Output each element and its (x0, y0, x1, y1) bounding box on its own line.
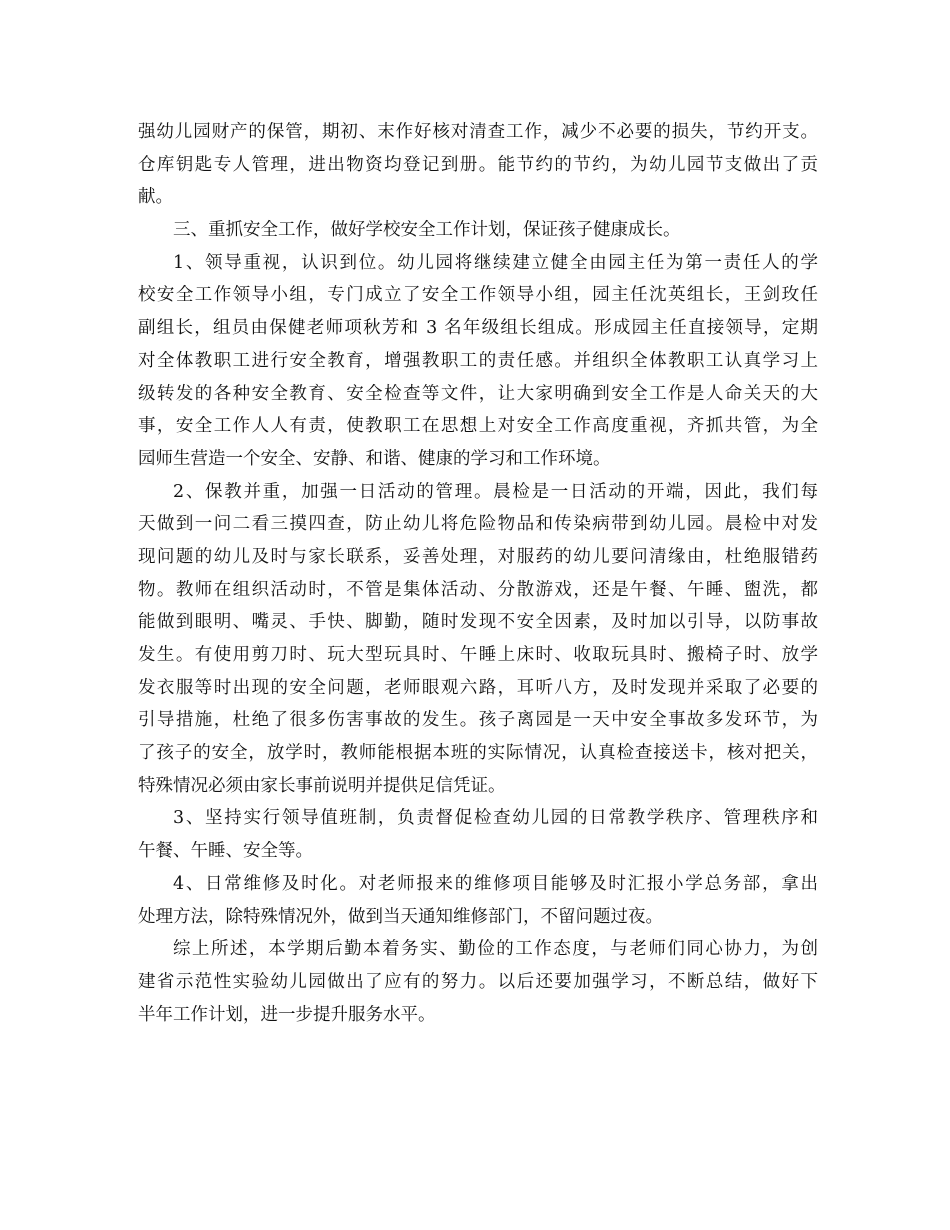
text-line: 了孩子的安全，放学时，教师能根据本班的实际情况，认真检查接送卡，核对把关， (138, 743, 818, 764)
text-line: 半年工作计划，进一步提升服务水平。 (138, 1004, 436, 1025)
text-line: 物。教师在组织活动时，不管是集体活动、分散游戏，还是午餐、午睡、盥洗，都 (138, 579, 818, 600)
text-line: 3、坚持实行领导值班制，负责督促检查幼儿园的日常教学秩序、管理秩序和 (173, 808, 818, 829)
text-line: 献。 (138, 187, 173, 208)
text-line: 级转发的各种安全教育、安全检查等文件，让大家明确到安全工作是人命关天的大 (138, 383, 818, 404)
text-line: 副组长，组员由保健老师项秋芳和 3 名年级组长组成。形成园主任直接领导，定期 (138, 318, 818, 339)
text-line: 发生。有使用剪刀时、玩大型玩具时、午睡上床时、收取玩具时、搬椅子时、放学 (138, 645, 818, 665)
text-line: 特殊情况必须由家长事前说明并提供足信凭证。 (138, 775, 506, 796)
text-line: 2、保教并重，加强一日活动的管理。晨检是一日活动的开端，因此，我们每 (173, 481, 818, 502)
text-line: 事，安全工作人人有责，使教职工在思想上对安全工作高度重视，齐抓共管，为全 (138, 416, 818, 437)
text-line: 午餐、午睡、安全等。 (138, 841, 313, 862)
text-line: 对全体教职工进行安全教育，增强教职工的责任感。并组织全体教职工认真学习上 (138, 350, 818, 371)
text-line: 综上所述，本学期后勤本着务实、勤俭的工作态度，与老师们同心协力，为创 (173, 939, 818, 960)
text-line: 建省示范性实验幼儿园做出了应有的努力。以后还要加强学习，不断总结，做好下 (138, 971, 818, 992)
text-line: 4、日常维修及时化。对老师报来的维修项目能够及时汇报小学总务部，拿出 (173, 873, 818, 894)
text-line: 现问题的幼儿及时与家长联系，妥善处理，对服药的幼儿要问清缘由，杜绝服错药 (138, 546, 818, 567)
text-line: 引导措施，杜绝了很多伤害事故的发生。孩子离园是一天中安全事故多发环节，为 (138, 710, 818, 731)
text-line: 强幼儿园财产的保管，期初、末作好核对清查工作，减少不必要的损失，节约开支。 (138, 122, 818, 142)
text-line: 校安全工作领导小组，专门成立了安全工作领导小组，园主任沈英组长，王剑玫任 (138, 285, 818, 306)
text-line: 仓库钥匙专人管理，进出物资均登记到册。能节约的节约，为幼儿园节支做出了贡 (138, 154, 818, 175)
text-line: 能做到眼明、嘴灵、手快、脚勤，随时发现不安全因素，及时加以引导，以防事故 (138, 612, 818, 633)
text-line: 处理方法，除特殊情况外，做到当天通知维修部门，不留问题过夜。 (138, 906, 663, 927)
document-body (138, 116, 818, 1031)
text-line: 园师生营造一个安全、安静、和谐、健康的学习和工作环境。 (138, 448, 611, 469)
text-line: 天做到一问二看三摸四查，防止幼儿将危险物品和传染病带到幼儿园。晨检中对发 (138, 514, 818, 535)
section-heading: 三、重抓安全工作，做好学校安全工作计划，保证孩子健康成长。 (173, 220, 681, 241)
text-line: 发衣服等时出现的安全问题，老师眼观六路，耳听八方，及时发现并采取了必要的 (138, 677, 818, 698)
text-line: 1、领导重视，认识到位。幼儿园将继续建立健全由园主任为第一责任人的学 (173, 252, 818, 273)
